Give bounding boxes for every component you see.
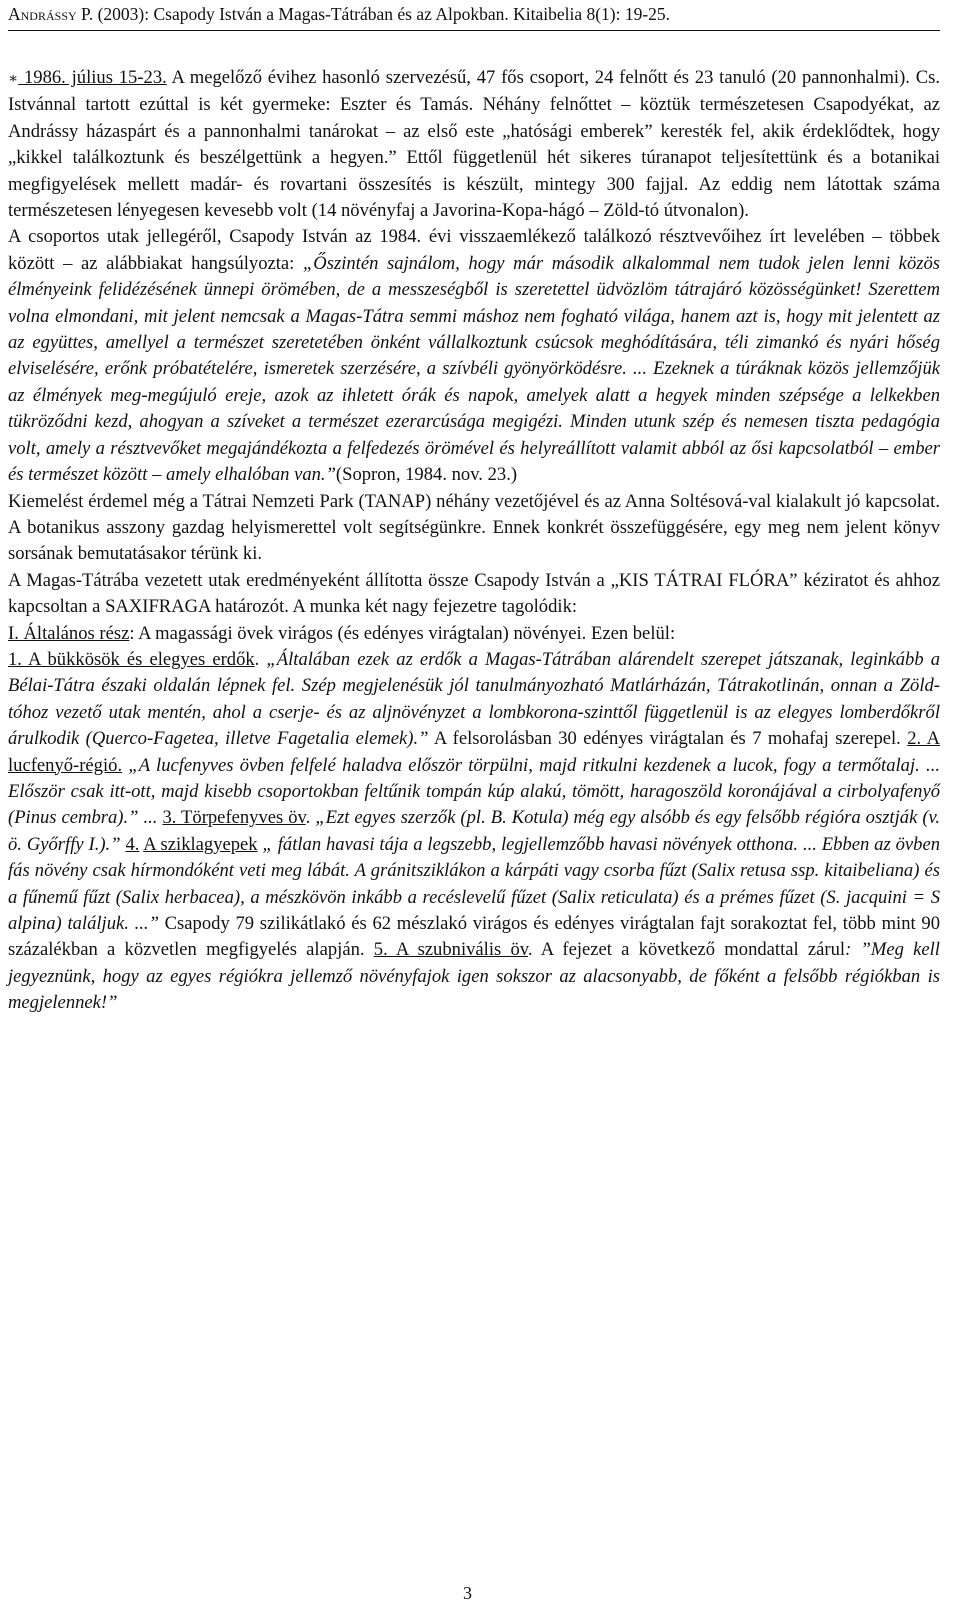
general-part-text: : A magassági övek virágos (és edényes virágtalan) növényei. Ezen belül:	[129, 622, 676, 644]
zone-1-heading: 1. A bükkösök és elegyes erdők	[8, 648, 255, 670]
zone-3-quote: „Ezt egyes szerzők (pl. B. Kotula) még egy alsóbb és egy felsőbb régióra osztják (v. ö. Győrffy I.).”	[8, 807, 941, 855]
closing-quote: : ”Meg kell jegyeznünk, hogy az egyes régiókra jellemző növényfajok igen sokszor az alacsonyabb, de főként a felsőbb régiókban is megjelennek!”	[8, 939, 940, 1014]
paragraph-1986-trip	[8, 65, 940, 224]
header-citation: (2003): Csapody István a Magas-Tátrában és az Alpokban. Kitaibelia 8(1): 19-25.	[93, 4, 671, 24]
paragraph-general-part	[8, 621, 940, 647]
zone-4-heading: A sziklagyepek	[143, 833, 258, 855]
text-run: .	[254, 648, 267, 670]
text-run: .	[305, 807, 316, 829]
page-content	[8, 65, 940, 1017]
letter-quote: „Őszintén sajnálom, hogy már második alkalommal nem tudok jelen lenni közös élményeink felidézésének ünnepi örömében, de a messzeségből is szeretettel üdvözlöm tátrajáró közösségünket! Szerettem volna elmondani, mit jelent nemcsak a Magas-Tátra semmi máshoz nem fogható világa, hanem azt is, hogy mit jelentett az az együttes, amellyel a természet szeretetében önként vállalkoztunk csúcsok meghódítására, téli zimankó és nyári hőség elviselésére, erőnk próbatételére, ismeretek szerzésére, a szívbéli gyönyörködésre. ... Ezeknek a túráknak közös jellemzőjük az élmények meg-megújuló ereje, azok az ihletett órák és napok, amelyek alatt a hegyek minden szépsége a lelkekben tükröződni kezd, ahogyan a szíveket a természet ezerarcúsága megigézi. Minden utunk szép és nemesen tiszta pedagógia volt, amely a résztvevőket megajándékozta a felfedezés örömével és helyreállított valamit abból az ősi kapcsolatból – ember és természet között – amely elhalóban van.”	[8, 252, 941, 486]
general-part-heading: I. Általános rész	[8, 622, 130, 644]
zone-3-heading: 3. Törpefenyves öv	[162, 807, 306, 829]
text-run: Csapody 79 szilikátlakó és 62 mészlakó virágos és edényes virágtalan fajt sorakoztat fel, több mint 90 százalékban a közvetlen megfigyelés alapján.	[8, 913, 940, 961]
header-author: Andrássy P.	[8, 4, 94, 24]
zone-4-number: 4.	[125, 833, 140, 855]
asterisk-marker: ∗	[8, 71, 19, 87]
header-rule	[8, 30, 940, 31]
paragraph-flora	[8, 568, 940, 621]
zone-1-quote: „Általában ezek az erdők a Magas-Tátrában alárendelt szerepet játszanak, leginkább a Bélai-Tátra északi oldalán lépnek fel. Szép megjelenésük jól tanulmányozható Matlárházán, Tátrakotlinán, onnan a Zöld-tóhoz vezető utak mentén, ahol a cserje- és az aljnövényzet a lombkorona-szinttől függetlenül is az elegyes lomberdőkről árulkodik (Querco-Fagetea, illetve Fagetalia elemek).”	[8, 648, 941, 750]
paragraph-tanap	[8, 489, 940, 568]
flora-text: A Magas-Tátrába vezetett utak eredményeként állította össze Csapody István a „KIS TÁTRAI FLÓRA” kéziratot és ahhoz kapcsoltan a SAXIFRAGA határozót. A munka két nagy fejezetre tagolódik:	[8, 569, 940, 618]
text-run: . A fejezet a következő mondattal zárul	[527, 939, 846, 961]
zone-4-quote: „ fátlan havasi tája a legszebb, legjellemzőbb havasi növények otthona. ... Ebben az övben fás növény csak hírmondóként veti meg lábát. A gránitsziklákon a kárpáti vagy csorba fűzt (Salix retusa ssp. kitaibeliana) és a fűnemű fűzt (Salix herbacea), a mészkövön inkább a recéslevelű fűzet (Salix reticulata) és a prémes fűzet (S. jacquini = S alpina) találjuk. ...”	[8, 833, 940, 934]
zone-2-heading: 2. A lucfenyő-régió.	[8, 728, 940, 776]
paragraph-zones	[8, 647, 940, 1017]
tanap-text: Kiemelést érdemel még a Tátrai Nemzeti Park (TANAP) néhány vezetőjével és az Anna Soltésová-val kialakult jó kapcsolat. A botanikus asszony gazdag helyismerettel volt segítségünkre. Ennek konkrét összefüggésére, egy meg nem jelent könyv sorsának bemutatásakor térünk ki.	[8, 490, 940, 565]
zone-5-heading: 5. A szubnivális öv	[373, 939, 528, 961]
running-header	[8, 3, 938, 25]
trip-date: 1986. július 15-23.	[18, 67, 167, 88]
letter-intro: A csoportos utak jellegéről, Csapody István az 1984. évi visszaemlékező találkozó résztvevőihez írt levelében – többek között – az alábbiakat hangsúlyozta:	[8, 226, 940, 274]
page-number: 3	[463, 1583, 472, 1603]
text-run: A felsorolásban 30 edényes virágtalan és 7 mohafaj szerepel.	[428, 728, 908, 750]
letter-source: (Sopron, 1984. nov. 23.)	[335, 464, 518, 486]
trip-description: A megelőző évihez hasonló szervezésű, 47 fős csoport, 24 felnőtt és 23 tanuló (20 pannonhalmi). Cs. Istvánnal tartott ezúttal is két gyermeke: Eszter és Tamás. Néhány felnőttet – köztük természetesen Csapodyékat, az Andrássy házaspárt és a pannonhalmi tanárokat – az első este „hatósági emberek” keresték fel, akik érdeklődtek, hogy „kikkel találkoztunk és beszélgettünk a hegyen.” Ettől függetlenül hét sikeres túranapot teljesítettünk és a botanikai megfigyelések mellett madár- és rovartani összesítés is készült, mintegy 300 fajjal. Az eddig nem látottak száma természetesen lényegesen kevesebb volt (14 növényfaj a Javorina-Kopa-hágó – Zöld-tó útvonalon).	[8, 67, 941, 222]
paragraph-letter	[8, 224, 940, 488]
zone-2-quote: „A lucfenyves övben felfelé haladva először törpülni, majd ritkulni kezdenek a lucok, fogy a termőtalaj. ... Először csak itt-ott, majd kisebb csoportokban feltűnik tompán kúp alakú, tömött, haragoszöld koronájával a cirbolyafenyő (Pinus cembra).” ...	[8, 754, 940, 829]
